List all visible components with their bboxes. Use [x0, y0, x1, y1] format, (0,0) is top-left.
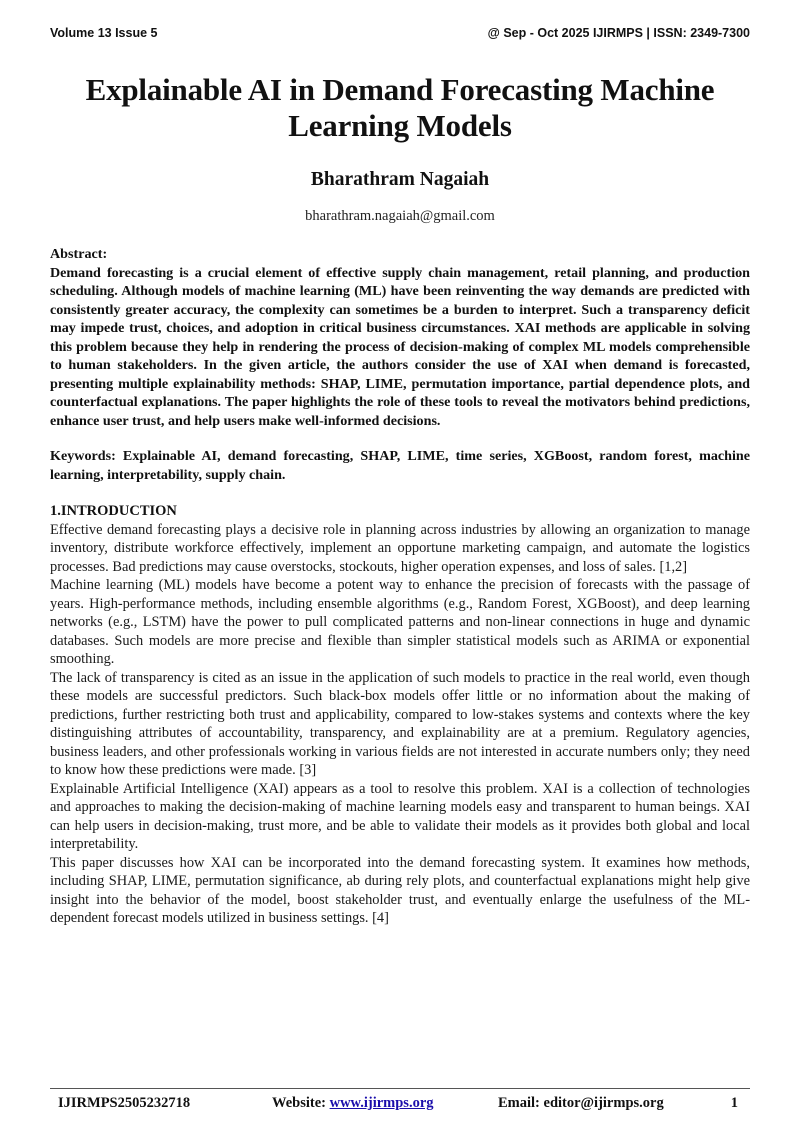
intro-paragraph-3: The lack of transparency is cited as an issue in the application of such models to practice in the real world, even though these models are successful predictors. Such black-box models offer little or no information about the making of predictions, further restricting both trust and applicability, compared to low-stakes systems and contexts where the key distinguishing attributes of accountability, transparency, and explainability are at a premium. Regulatory agencies, business leaders, and other professionals working in various fields are not interested in accurate numbers only; they need to know how these predictions were made. [3]	[50, 669, 750, 778]
author-email[interactable]: bharathram.nagaiah@gmail.com	[305, 208, 495, 224]
journal-info: @ Sep - Oct 2025 IJIRMPS | ISSN: 2349-7300	[487, 26, 750, 40]
author-name: Bharathram Nagaiah	[310, 169, 490, 190]
intro-paragraph-4: Explainable Artificial Intelligence (XAI) appears as a tool to resolve this problem. XAI is a collection of technologies and approaches to making the decision-making of machine learning models easy and transparent to human beings. XAI can help users in decision-making, trust more, and be able to validate their models as it provides both global and local interpretability.	[50, 780, 750, 852]
abstract-block	[50, 245, 750, 430]
editor-email[interactable]: Email: editor@ijirmps.org	[498, 1095, 664, 1111]
paper-id: IJIRMPS2505232718	[58, 1095, 191, 1111]
section-heading-introduction: 1.INTRODUCTION	[50, 503, 177, 519]
intro-paragraph-2: Machine learning (ML) models have become a potent way to enhance the precision of forecasts with the passage of years. High-performance methods, including ensemble algorithms (e.g., Random Forest, XGBoost), and deep learning networks (e.g., LSTM) have the power to pull complicated patterns and non-linear connections in huge and dynamic databases. Such models are more precise and flexible than simpler statistical models such as ARIMA or exponential smoothing.	[50, 577, 750, 667]
abstract-text: Demand forecasting is a crucial element of effective supply chain management, retail planning, and production scheduling. Although models of machine learning (ML) have been reinventing the way demands are predicted with consistently greater accuracy, the complexity can sometimes be a burden to interpret. Such a transparency deficit may impede trust, choices, and adoption in critical business circumstances. XAI methods are applicable in solving this problem because they help in rendering the process of decision-making of complex ML models comprehensible to human stakeholders. In the given article, the authors consider the use of XAI when demand is forecasted, presenting multiple explainability methods: SHAP, LIME, permutation importance, partial dependence plots, and counterfactual explanations. The paper highlights the role of these tools to reveal the motivators behind predictions, enhance user trust, and help users make well-informed decisions.	[50, 264, 750, 429]
paper-title: Explainable AI in Demand Forecasting Machine Learning Models	[85, 72, 715, 143]
intro-paragraph-5: This paper discusses how XAI can be incorporated into the demand forecasting system. It examines how methods, including SHAP, LIME, permutation significance, ab during rely plots, and counterfactual explanations might help give insight into the behavior of the model, boost stakeholder trust, and eventually enlarge the usefulness of the ML-dependent forecast models utilized in business settings. [4]	[50, 854, 750, 926]
page-footer	[58, 1095, 738, 1115]
paper-body	[50, 72, 750, 928]
page-number: 1	[730, 1095, 738, 1111]
intro-paragraph-1: Effective demand forecasting plays a decisive role in planning across industries by allowing an organization to manage inventory, distribute workforce effectively, implement an opportune marketing campaign, and automate the logistics processes. Bad predictions may cause overstocks, stockouts, higher operation expenses, and loss of sales. [1,2]	[50, 521, 750, 575]
abstract-label: Abstract:	[50, 246, 108, 262]
website-label: Website:	[272, 1095, 326, 1111]
website-link[interactable]: www.ijirmps.org	[329, 1095, 434, 1111]
page-header	[50, 26, 750, 44]
keywords: Keywords: Explainable AI, demand forecasting, SHAP, LIME, time series, XGBoost, random forest, machine learning, interpretability, supply chain.	[50, 448, 750, 483]
website-info	[272, 1095, 434, 1112]
volume-issue: Volume 13 Issue 5	[50, 26, 158, 40]
footer-divider	[50, 1088, 750, 1089]
